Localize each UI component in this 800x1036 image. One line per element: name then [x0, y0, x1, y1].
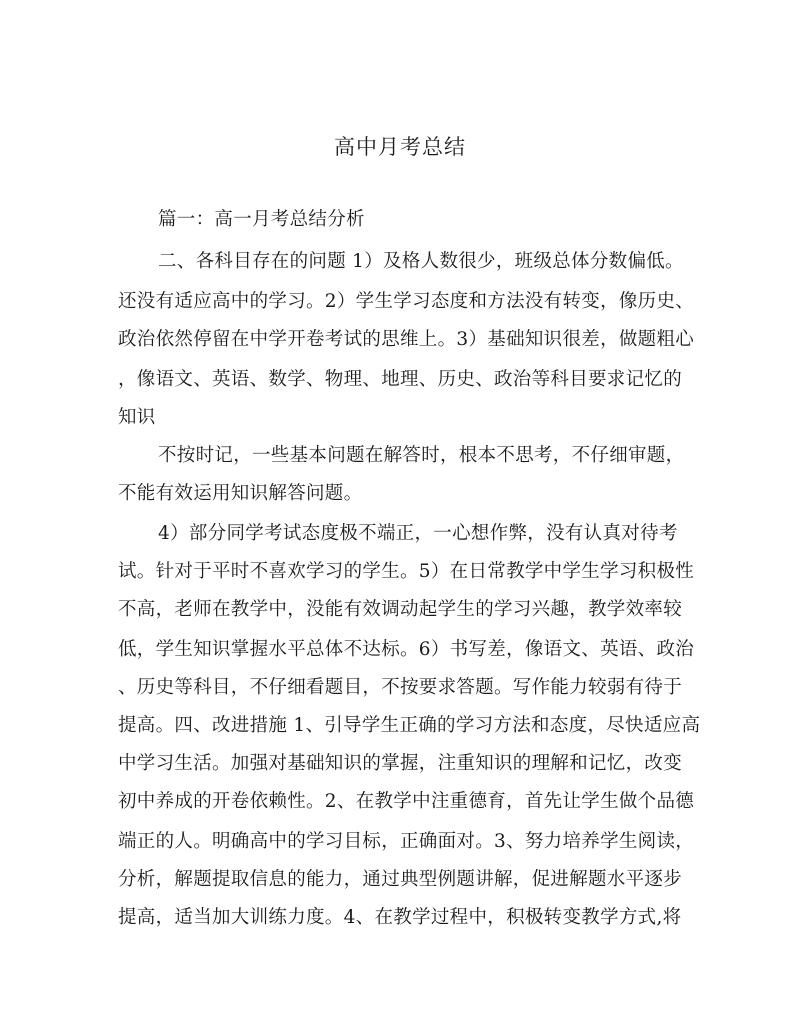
- text-line: 政治依然停留在中学开卷考试的思维上。3）基础知识很差，做题粗心: [118, 329, 695, 350]
- text-line: 中学习生活。加强对基础知识的掌握，注重知识的理解和记忆，改变: [118, 753, 683, 774]
- text-line: 不能有效运用知识解答问题。: [118, 483, 363, 504]
- text-line: 知识: [118, 407, 156, 428]
- text-line: ，像语文、英语、数学、物理、地理、历史、政治等科目要求记忆的: [118, 369, 683, 390]
- text-line: 不按时记，一些基本问题在解答时，根本不思考，不仔细审题，: [158, 445, 685, 466]
- text-line: 不高，老师在教学中，没能有效调动起学生的学习兴趣，教学效率较: [118, 599, 683, 620]
- text-line: 提高，适当加大训练力度。4、在教学过程中，积极转变教学方式,将: [118, 907, 682, 928]
- text-line: 提高。四、改进措施 1、引导学生正确的学习方法和态度，尽快适应高: [118, 715, 701, 736]
- text-line: 试。针对于平时不喜欢学习的学生。5）在日常教学中学生学习积极性: [118, 561, 695, 582]
- text-line: 4）部分同学考试态度极不端正，一心想作弊，没有认真对待考: [158, 523, 678, 544]
- text-line: 二、各科目存在的问题 1）及格人数很少，班级总体分数偏低。: [158, 251, 684, 272]
- text-line: 初中养成的开卷依赖性。2、在教学中注重德育，首先让学生做个品德: [118, 791, 695, 812]
- text-line: 分析，解题提取信息的能力，通过典型例题讲解，促进解题水平逐步: [118, 869, 683, 890]
- page-title: 高中月考总结: [334, 135, 466, 159]
- section-heading: 篇一：高一月考总结分析: [158, 209, 365, 230]
- text-line: 、历史等科目，不仔细看题目，不按要求答题。写作能力较弱有待于: [118, 677, 683, 698]
- text-line: 低，学生知识掌握水平总体不达标。6）书写差，像语文、英语、政治: [118, 639, 695, 660]
- text-line: 还没有适应高中的学习。2）学生学习态度和方法没有转变，像历史、: [118, 291, 695, 312]
- text-line: 端正的人。明确高中的学习目标，正确面对。3、努力培养学生阅读，: [118, 831, 695, 852]
